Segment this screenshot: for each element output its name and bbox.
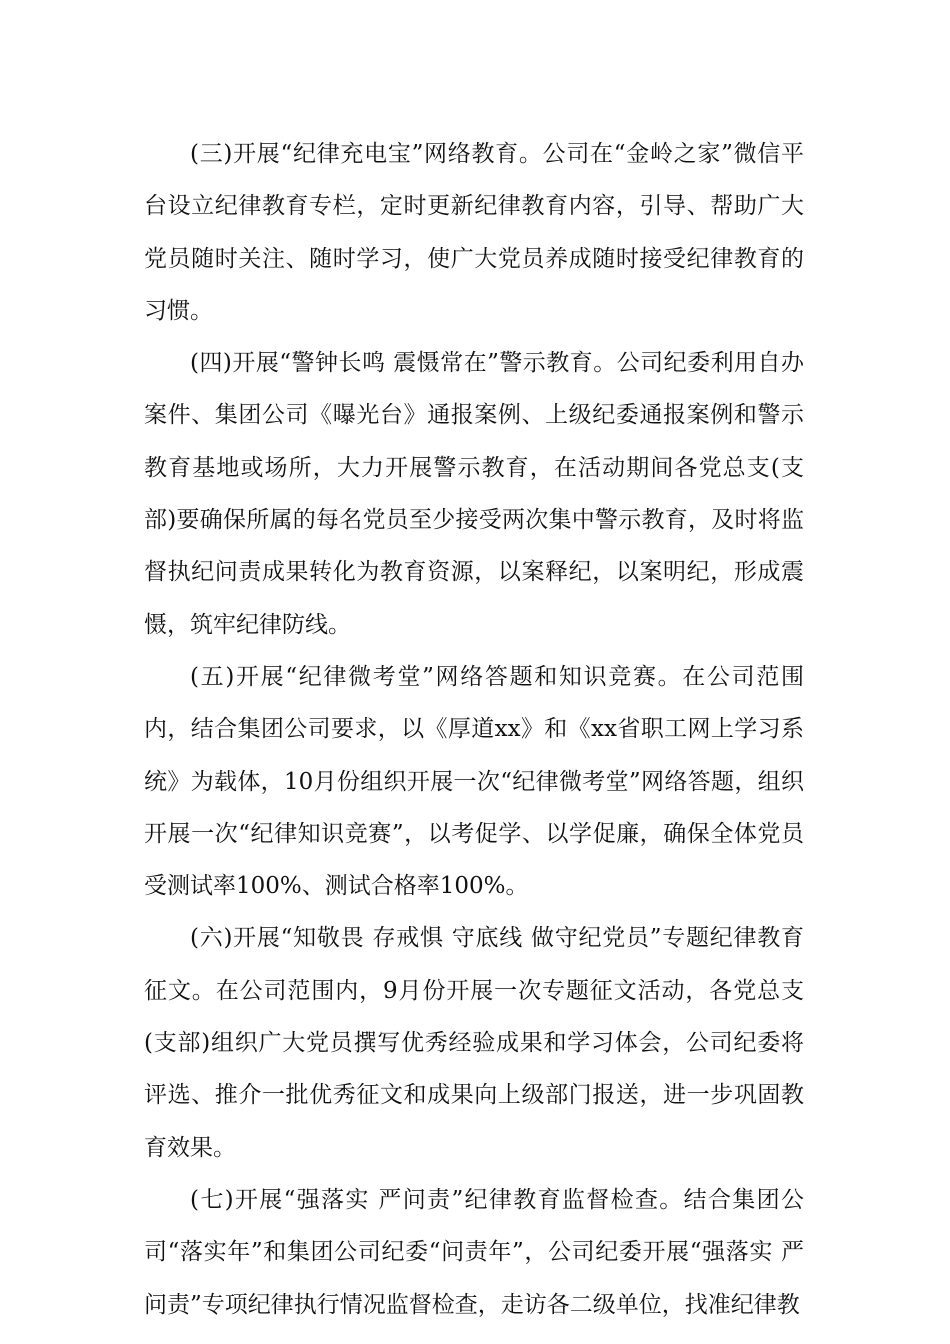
paragraph-section-7: (七)开展“强落实 严问责”纪律教育监督检查。结合集团公司“落实年”和集团公司纪委“问责年”，公司纪委开展“强落实 严问责”专项纪律执行情况监督检查，走访各二级单位，找准纪律教 bbox=[144, 1186, 804, 1318]
paragraph-section-3: (三)开展“纪律充电宝”网络教育。公司在“金岭之家”微信平台设立纪律教育专栏，定时更新纪律教育内容，引导、帮助广大党员随时关注、随时学习，使广大党员养成随时接受纪律教育的习惯。 bbox=[144, 141, 804, 324]
paragraph-section-6: (六)开展“知敬畏 存戒惧 守底线 做守纪党员”专题纪律教育征文。在公司范围内，9月份开展一次专题征文活动，各党总支(支部)组织广大党员撰写优秀经验成果和学习体会，公司纪委将评选、推介一批优秀征文和成果向上级部门报送，进一步巩固教育效果。 bbox=[144, 925, 804, 1161]
paragraph-section-4: (四)开展“警钟长鸣 震慑常在”警示教育。公司纪委利用自办案件、集团公司《曝光台》通报案例、上级纪委通报案例和警示教育基地或场所，大力开展警示教育，在活动期间各党总支(支部)要确保所属的每名党员至少接受两次集中警示教育，及时将监督执纪问责成果转化为教育资源，以案释纪，以案明纪，形成震慑，筑牢纪律防线。 bbox=[144, 350, 804, 638]
document-body bbox=[144, 128, 804, 1331]
paragraph-section-5: (五)开展“纪律微考堂”网络答题和知识竞赛。在公司范围内，结合集团公司要求，以《厚道xx》和《xx省职工网上学习系统》为载体，10月份组织开展一次“纪律微考堂”网络答题，组织开展一次“纪律知识竞赛”，以考促学、以学促廉，确保全体党员受测试率100%、测试合格率100%。 bbox=[144, 663, 804, 900]
